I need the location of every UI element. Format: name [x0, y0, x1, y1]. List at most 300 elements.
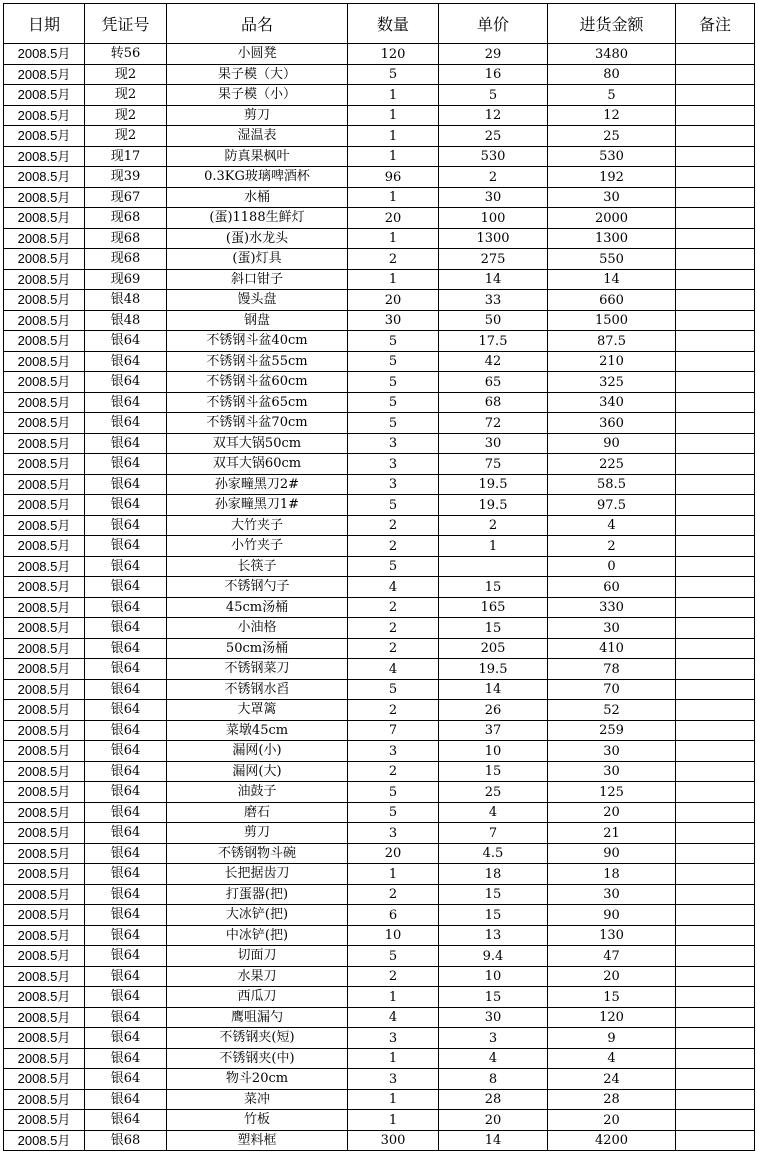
note-cell [676, 187, 755, 208]
voucher-cell: 银64 [85, 618, 167, 639]
voucher-cell: 银64 [85, 556, 167, 577]
quantity-cell: 3 [348, 1069, 439, 1090]
table-row [4, 1069, 755, 1090]
item-name-cell: 水桶 [167, 187, 348, 208]
voucher-cell: 银64 [85, 659, 167, 680]
voucher-cell: 银64 [85, 700, 167, 721]
date-cell: 2008.5月 [4, 208, 85, 229]
unit-price-cell: 19.5 [439, 495, 548, 516]
item-name-cell: 大冰铲(把) [167, 905, 348, 926]
note-cell [676, 618, 755, 639]
unit-price-cell: 15 [439, 577, 548, 598]
date-cell: 2008.5月 [4, 433, 85, 454]
date-cell: 2008.5月 [4, 987, 85, 1008]
table-row [4, 864, 755, 885]
amount-cell: 47 [548, 946, 676, 967]
voucher-cell: 银64 [85, 372, 167, 393]
quantity-cell: 2 [348, 515, 439, 536]
amount-cell: 2 [548, 536, 676, 557]
header-voucher: 凭证号 [85, 4, 167, 44]
unit-price-cell: 42 [439, 351, 548, 372]
voucher-cell: 银64 [85, 864, 167, 885]
table-row [4, 782, 755, 803]
note-cell [676, 905, 755, 926]
amount-cell: 90 [548, 433, 676, 454]
unit-price-cell: 2 [439, 515, 548, 536]
date-cell: 2008.5月 [4, 167, 85, 188]
unit-price-cell: 72 [439, 413, 548, 434]
item-name-cell: 45cm汤桶 [167, 597, 348, 618]
voucher-cell: 银64 [85, 802, 167, 823]
table-row [4, 105, 755, 126]
quantity-cell: 2 [348, 249, 439, 270]
unit-price-cell: 15 [439, 905, 548, 926]
quantity-cell: 4 [348, 659, 439, 680]
note-cell [676, 659, 755, 680]
unit-price-cell: 100 [439, 208, 548, 229]
table-row [4, 987, 755, 1008]
item-name-cell: 长把据齿刀 [167, 864, 348, 885]
unit-price-cell: 165 [439, 597, 548, 618]
table-row [4, 1110, 755, 1131]
quantity-cell: 1 [348, 85, 439, 106]
voucher-cell: 银68 [85, 1130, 167, 1151]
date-cell: 2008.5月 [4, 126, 85, 147]
unit-price-cell: 20 [439, 1110, 548, 1131]
amount-cell: 9 [548, 1028, 676, 1049]
item-name-cell: 大罩篱 [167, 700, 348, 721]
unit-price-cell: 30 [439, 433, 548, 454]
amount-cell: 25 [548, 126, 676, 147]
date-cell: 2008.5月 [4, 802, 85, 823]
voucher-cell: 银64 [85, 987, 167, 1008]
amount-cell: 4 [548, 1048, 676, 1069]
date-cell: 2008.5月 [4, 700, 85, 721]
table-row [4, 577, 755, 598]
table-row [4, 556, 755, 577]
note-cell [676, 1048, 755, 1069]
note-cell [676, 454, 755, 475]
note-cell [676, 64, 755, 85]
item-name-cell: 西瓜刀 [167, 987, 348, 1008]
note-cell [676, 372, 755, 393]
amount-cell: 20 [548, 966, 676, 987]
quantity-cell: 5 [348, 556, 439, 577]
quantity-cell: 6 [348, 905, 439, 926]
note-cell [676, 843, 755, 864]
quantity-cell: 2 [348, 761, 439, 782]
quantity-cell: 2 [348, 536, 439, 557]
date-cell: 2008.5月 [4, 1028, 85, 1049]
item-name-cell: 漏网(大) [167, 761, 348, 782]
quantity-cell: 3 [348, 741, 439, 762]
date-cell: 2008.5月 [4, 1048, 85, 1069]
amount-cell: 259 [548, 720, 676, 741]
date-cell: 2008.5月 [4, 269, 85, 290]
date-cell: 2008.5月 [4, 495, 85, 516]
table-row [4, 843, 755, 864]
date-cell: 2008.5月 [4, 864, 85, 885]
amount-cell: 410 [548, 638, 676, 659]
voucher-cell: 银64 [85, 884, 167, 905]
voucher-cell: 现2 [85, 126, 167, 147]
header-row [4, 4, 755, 44]
amount-cell: 30 [548, 884, 676, 905]
quantity-cell: 5 [348, 413, 439, 434]
note-cell [676, 946, 755, 967]
voucher-cell: 银64 [85, 1069, 167, 1090]
table-row [4, 44, 755, 65]
unit-price-cell: 12 [439, 105, 548, 126]
item-name-cell: 漏网(小) [167, 741, 348, 762]
note-cell [676, 556, 755, 577]
table-row [4, 925, 755, 946]
table-row [4, 966, 755, 987]
date-cell: 2008.5月 [4, 556, 85, 577]
quantity-cell: 1 [348, 146, 439, 167]
note-cell [676, 1069, 755, 1090]
voucher-cell: 现2 [85, 105, 167, 126]
voucher-cell: 银64 [85, 1007, 167, 1028]
header-date: 日期 [4, 4, 85, 44]
note-cell [676, 864, 755, 885]
item-name-cell: 磨石 [167, 802, 348, 823]
table-row [4, 146, 755, 167]
date-cell: 2008.5月 [4, 638, 85, 659]
item-name-cell: 斜口钳子 [167, 269, 348, 290]
item-name-cell: 鹰咀漏勺 [167, 1007, 348, 1028]
unit-price-cell [439, 556, 548, 577]
amount-cell: 3480 [548, 44, 676, 65]
quantity-cell: 5 [348, 392, 439, 413]
amount-cell: 12 [548, 105, 676, 126]
date-cell: 2008.5月 [4, 946, 85, 967]
amount-cell: 20 [548, 1110, 676, 1131]
amount-cell: 4 [548, 515, 676, 536]
quantity-cell: 20 [348, 208, 439, 229]
note-cell [676, 720, 755, 741]
unit-price-cell: 4.5 [439, 843, 548, 864]
note-cell [676, 146, 755, 167]
item-name-cell: (蛋)1188生鲜灯 [167, 208, 348, 229]
date-cell: 2008.5月 [4, 782, 85, 803]
header-qty: 数量 [348, 4, 439, 44]
unit-price-cell: 75 [439, 454, 548, 475]
date-cell: 2008.5月 [4, 577, 85, 598]
unit-price-cell: 14 [439, 1130, 548, 1151]
header-item: 品名 [167, 4, 348, 44]
quantity-cell: 5 [348, 679, 439, 700]
date-cell: 2008.5月 [4, 249, 85, 270]
item-name-cell: 不锈钢水舀 [167, 679, 348, 700]
amount-cell: 2000 [548, 208, 676, 229]
voucher-cell: 银64 [85, 1110, 167, 1131]
table-row [4, 454, 755, 475]
amount-cell: 24 [548, 1069, 676, 1090]
date-cell: 2008.5月 [4, 966, 85, 987]
table-row [4, 331, 755, 352]
item-name-cell: 小圆凳 [167, 44, 348, 65]
quantity-cell: 5 [348, 331, 439, 352]
quantity-cell: 5 [348, 351, 439, 372]
voucher-cell: 现68 [85, 249, 167, 270]
voucher-cell: 银64 [85, 925, 167, 946]
amount-cell: 21 [548, 823, 676, 844]
amount-cell: 28 [548, 1089, 676, 1110]
date-cell: 2008.5月 [4, 105, 85, 126]
note-cell [676, 413, 755, 434]
table-row [4, 1089, 755, 1110]
amount-cell: 225 [548, 454, 676, 475]
amount-cell: 78 [548, 659, 676, 680]
date-cell: 2008.5月 [4, 228, 85, 249]
date-cell: 2008.5月 [4, 515, 85, 536]
voucher-cell: 银64 [85, 946, 167, 967]
amount-cell: 1500 [548, 310, 676, 331]
note-cell [676, 884, 755, 905]
note-cell [676, 495, 755, 516]
voucher-cell: 银64 [85, 1048, 167, 1069]
unit-price-cell: 15 [439, 987, 548, 1008]
unit-price-cell: 68 [439, 392, 548, 413]
date-cell: 2008.5月 [4, 761, 85, 782]
unit-price-cell: 19.5 [439, 474, 548, 495]
unit-price-cell: 530 [439, 146, 548, 167]
date-cell: 2008.5月 [4, 146, 85, 167]
item-name-cell: 菜墩45cm [167, 720, 348, 741]
note-cell [676, 1007, 755, 1028]
amount-cell: 192 [548, 167, 676, 188]
table-row [4, 638, 755, 659]
item-name-cell: 不锈钢勺子 [167, 577, 348, 598]
item-name-cell: 小油格 [167, 618, 348, 639]
unit-price-cell: 26 [439, 700, 548, 721]
voucher-cell: 银64 [85, 433, 167, 454]
date-cell: 2008.5月 [4, 1069, 85, 1090]
quantity-cell: 1 [348, 1089, 439, 1110]
note-cell [676, 44, 755, 65]
amount-cell: 14 [548, 269, 676, 290]
table-row [4, 495, 755, 516]
note-cell [676, 577, 755, 598]
quantity-cell: 7 [348, 720, 439, 741]
item-name-cell: 0.3KG玻璃啤酒杯 [167, 167, 348, 188]
amount-cell: 1300 [548, 228, 676, 249]
item-name-cell: 不锈钢斗盆40cm [167, 331, 348, 352]
amount-cell: 125 [548, 782, 676, 803]
unit-price-cell: 205 [439, 638, 548, 659]
item-name-cell: 防真果枫叶 [167, 146, 348, 167]
amount-cell: 120 [548, 1007, 676, 1028]
unit-price-cell: 25 [439, 782, 548, 803]
date-cell: 2008.5月 [4, 372, 85, 393]
header-note: 备注 [676, 4, 755, 44]
voucher-cell: 现2 [85, 85, 167, 106]
quantity-cell: 300 [348, 1130, 439, 1151]
item-name-cell: 钢盘 [167, 310, 348, 331]
table-row [4, 679, 755, 700]
quantity-cell: 1 [348, 187, 439, 208]
quantity-cell: 2 [348, 700, 439, 721]
note-cell [676, 987, 755, 1008]
unit-price-cell: 13 [439, 925, 548, 946]
item-name-cell: 中冰铲(把) [167, 925, 348, 946]
quantity-cell: 20 [348, 290, 439, 311]
unit-price-cell: 15 [439, 618, 548, 639]
quantity-cell: 3 [348, 823, 439, 844]
voucher-cell: 银64 [85, 1028, 167, 1049]
quantity-cell: 96 [348, 167, 439, 188]
table-row [4, 700, 755, 721]
item-name-cell: 不锈钢菜刀 [167, 659, 348, 680]
amount-cell: 360 [548, 413, 676, 434]
quantity-cell: 30 [348, 310, 439, 331]
date-cell: 2008.5月 [4, 905, 85, 926]
quantity-cell: 5 [348, 64, 439, 85]
table-row [4, 884, 755, 905]
amount-cell: 52 [548, 700, 676, 721]
note-cell [676, 474, 755, 495]
amount-cell: 15 [548, 987, 676, 1008]
date-cell: 2008.5月 [4, 1130, 85, 1151]
date-cell: 2008.5月 [4, 474, 85, 495]
item-name-cell: 50cm汤桶 [167, 638, 348, 659]
voucher-cell: 现17 [85, 146, 167, 167]
item-name-cell: (蛋)灯具 [167, 249, 348, 270]
table-row [4, 474, 755, 495]
voucher-cell: 银64 [85, 515, 167, 536]
amount-cell: 30 [548, 741, 676, 762]
unit-price-cell: 15 [439, 761, 548, 782]
unit-price-cell: 17.5 [439, 331, 548, 352]
unit-price-cell: 14 [439, 679, 548, 700]
voucher-cell: 银64 [85, 495, 167, 516]
unit-price-cell: 10 [439, 966, 548, 987]
note-cell [676, 126, 755, 147]
note-cell [676, 1110, 755, 1131]
purchase-ledger-table [3, 3, 755, 1151]
table-row [4, 720, 755, 741]
item-name-cell: 小竹夹子 [167, 536, 348, 557]
unit-price-cell: 29 [439, 44, 548, 65]
voucher-cell: 现68 [85, 208, 167, 229]
voucher-cell: 银64 [85, 1089, 167, 1110]
item-name-cell: 长筷子 [167, 556, 348, 577]
quantity-cell: 3 [348, 474, 439, 495]
table-row [4, 1130, 755, 1151]
unit-price-cell: 10 [439, 741, 548, 762]
table-row [4, 1048, 755, 1069]
quantity-cell: 2 [348, 597, 439, 618]
amount-cell: 90 [548, 905, 676, 926]
note-cell [676, 85, 755, 106]
date-cell: 2008.5月 [4, 331, 85, 352]
voucher-cell: 银64 [85, 741, 167, 762]
date-cell: 2008.5月 [4, 823, 85, 844]
note-cell [676, 925, 755, 946]
item-name-cell: 不锈钢斗盆70cm [167, 413, 348, 434]
amount-cell: 20 [548, 802, 676, 823]
table-row [4, 290, 755, 311]
date-cell: 2008.5月 [4, 884, 85, 905]
voucher-cell: 银64 [85, 331, 167, 352]
note-cell [676, 249, 755, 270]
amount-cell: 530 [548, 146, 676, 167]
voucher-cell: 银64 [85, 392, 167, 413]
table-row [4, 126, 755, 147]
amount-cell: 5 [548, 85, 676, 106]
unit-price-cell: 50 [439, 310, 548, 331]
date-cell: 2008.5月 [4, 536, 85, 557]
item-name-cell: 果子模（小） [167, 85, 348, 106]
unit-price-cell: 2 [439, 167, 548, 188]
quantity-cell: 2 [348, 884, 439, 905]
note-cell [676, 351, 755, 372]
unit-price-cell: 1 [439, 536, 548, 557]
note-cell [676, 433, 755, 454]
note-cell [676, 1089, 755, 1110]
amount-cell: 18 [548, 864, 676, 885]
note-cell [676, 1130, 755, 1151]
voucher-cell: 银48 [85, 310, 167, 331]
item-name-cell: 大竹夹子 [167, 515, 348, 536]
quantity-cell: 3 [348, 433, 439, 454]
voucher-cell: 银64 [85, 454, 167, 475]
note-cell [676, 228, 755, 249]
amount-cell: 60 [548, 577, 676, 598]
item-name-cell: 竹板 [167, 1110, 348, 1131]
date-cell: 2008.5月 [4, 925, 85, 946]
amount-cell: 4200 [548, 1130, 676, 1151]
voucher-cell: 银64 [85, 351, 167, 372]
table-row [4, 761, 755, 782]
quantity-cell: 120 [348, 44, 439, 65]
date-cell: 2008.5月 [4, 392, 85, 413]
table-row [4, 64, 755, 85]
date-cell: 2008.5月 [4, 741, 85, 762]
unit-price-cell: 18 [439, 864, 548, 885]
note-cell [676, 167, 755, 188]
quantity-cell: 20 [348, 843, 439, 864]
table-row [4, 823, 755, 844]
voucher-cell: 银64 [85, 782, 167, 803]
amount-cell: 330 [548, 597, 676, 618]
quantity-cell: 1 [348, 1110, 439, 1131]
amount-cell: 30 [548, 618, 676, 639]
quantity-cell: 1 [348, 105, 439, 126]
note-cell [676, 290, 755, 311]
item-name-cell: 剪刀 [167, 823, 348, 844]
voucher-cell: 银64 [85, 638, 167, 659]
table-row [4, 392, 755, 413]
date-cell: 2008.5月 [4, 310, 85, 331]
table-row [4, 618, 755, 639]
table-row [4, 802, 755, 823]
unit-price-cell: 19.5 [439, 659, 548, 680]
table-row [4, 741, 755, 762]
note-cell [676, 679, 755, 700]
table-row [4, 351, 755, 372]
quantity-cell: 1 [348, 987, 439, 1008]
amount-cell: 70 [548, 679, 676, 700]
quantity-cell: 3 [348, 1028, 439, 1049]
quantity-cell: 1 [348, 126, 439, 147]
ledger-body [4, 44, 755, 1151]
voucher-cell: 银64 [85, 597, 167, 618]
quantity-cell: 4 [348, 1007, 439, 1028]
quantity-cell: 1 [348, 864, 439, 885]
item-name-cell: 塑料框 [167, 1130, 348, 1151]
